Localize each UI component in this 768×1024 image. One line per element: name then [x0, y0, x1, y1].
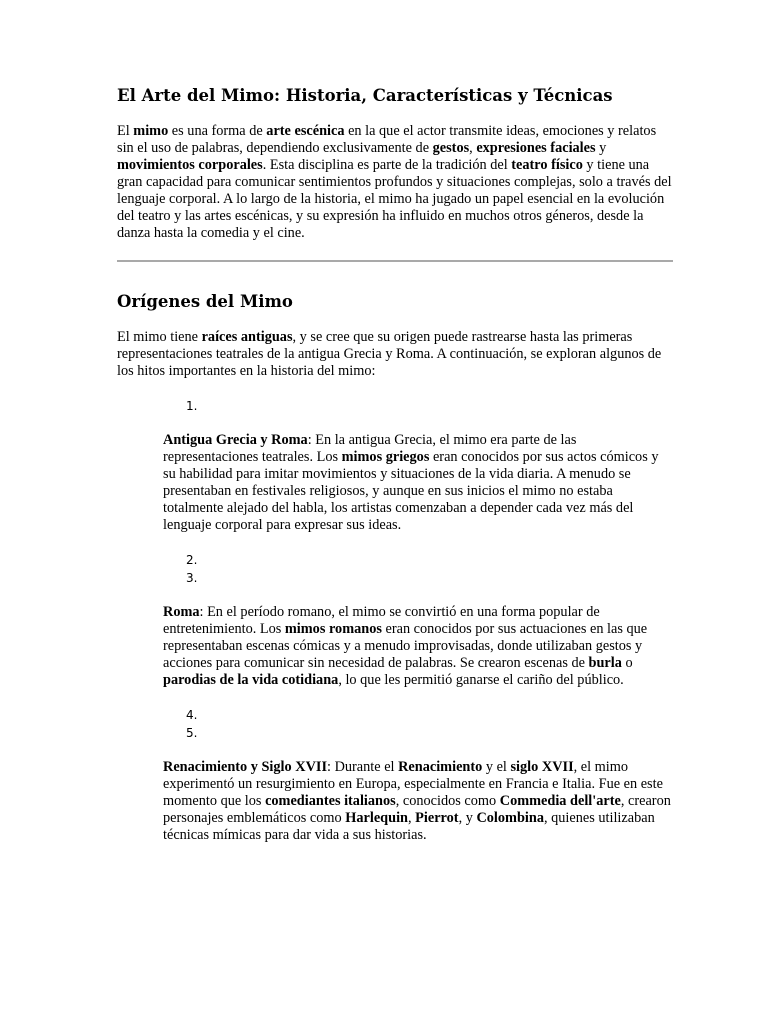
- item-bold: mimos romanos: [284, 621, 382, 637]
- item-bold: Antigua Grecia y Roma: [163, 432, 308, 448]
- item-bold: Roma: [163, 604, 200, 620]
- intro-text: en la que el actor transmite ideas, emociones y relatos sin el uso de palabras, dependiendo exclusivamente de: [117, 123, 657, 156]
- list-item-renacimiento: [117, 759, 673, 844]
- section-heading-origins: Orígenes del Mimo: [117, 292, 293, 311]
- item-text: , conocidos como: [395, 793, 500, 809]
- item-bold: Renacimiento: [398, 759, 483, 775]
- item-text: eran conocidos por sus actuaciones en las que representaban escenas cómicas y a menudo improvisadas, donde utilizaban gestos y acciones para comunicar sin necesidad de palabras. Se crearon escenas de: [163, 621, 648, 671]
- intro-bold: movimientos corporales: [117, 157, 263, 173]
- item-text: y el: [482, 759, 511, 775]
- origins-intro-text: El mimo tiene: [117, 329, 202, 345]
- item-text: , el mimo experimentó un resurgimiento en Europa, especialmente en Francia e Italia. Fue en este momento que los: [163, 759, 663, 809]
- intro-bold: mimo: [133, 123, 169, 139]
- origins-intro-bold: raíces antiguas: [201, 329, 293, 345]
- item-text: : En el período romano, el mimo se convirtió en una forma popular de entretenimiento. Los: [163, 604, 600, 637]
- intro-text: es una forma de: [168, 123, 267, 139]
- list-item-roma: [117, 604, 673, 689]
- list-item-grecia-roma: [117, 432, 673, 534]
- list-number: 5.: [186, 726, 198, 740]
- horizontal-divider: [117, 260, 673, 262]
- document-page: [117, 86, 673, 844]
- item-bold: Pierrot: [415, 810, 459, 826]
- item-text: , quienes utilizaban técnicas mímicas para dar vida a sus historias.: [163, 810, 655, 843]
- item-bold: burla: [588, 655, 622, 671]
- origins-intro-paragraph: [117, 329, 673, 380]
- intro-text: El: [117, 123, 134, 139]
- intro-bold: teatro físico: [511, 157, 583, 173]
- item-bold: Harlequin: [345, 810, 408, 826]
- intro-text: . Esta disciplina es parte de la tradición del: [262, 157, 512, 173]
- item-bold: siglo XVII: [510, 759, 574, 775]
- list-number: 4.: [186, 708, 198, 722]
- item-bold: parodias de la vida cotidiana: [163, 672, 339, 688]
- item-text: o: [621, 655, 633, 671]
- item-bold: Commedia dell'arte: [499, 793, 621, 809]
- intro-bold: arte escénica: [266, 123, 345, 139]
- item-text: eran conocidos por sus actos cómicos y su habilidad para imitar movimientos y situaciones de la vida diaria. A menudo se presentaban en festivales religiosos, y aunque en sus inicios el mimo no estaba totalmente alejado del habla, los artistas comenzaban a depender cada vez más del lenguaje corporal para expresar sus ideas.: [163, 449, 659, 533]
- intro-bold: expresiones faciales: [476, 140, 596, 156]
- item-bold: mimos griegos: [341, 449, 430, 465]
- item-text: , y: [458, 810, 477, 826]
- item-bold: comediantes italianos: [265, 793, 396, 809]
- intro-text: ,: [469, 140, 477, 156]
- item-bold: Colombina: [476, 810, 544, 826]
- list-number: 3.: [186, 571, 198, 585]
- item-text: ,: [408, 810, 416, 826]
- item-text: : En la antigua Grecia, el mimo era parte de las representaciones teatrales. Los: [163, 432, 577, 465]
- item-text: , lo que les permitió ganarse el cariño del público.: [338, 672, 624, 688]
- intro-text: y tiene una gran capacidad para comunicar sentimientos profundos y situaciones complejas, solo a través del lenguaje corporal. A lo largo de la historia, el mimo ha jugado un papel esencial en la evolución del teatro y las artes escénicas, y su expresión ha influido en muchos otros géneros, desde la danza hasta la comedia y el cine.: [117, 157, 672, 241]
- intro-paragraph: [117, 123, 673, 242]
- list-number: 2.: [186, 553, 198, 567]
- intro-bold: gestos: [432, 140, 470, 156]
- origins-intro-text: , y se cree que su origen puede rastrearse hasta las primeras representaciones teatrales de la antigua Grecia y Roma. A continuación, se exploran algunos de los hitos importantes en la historia del mimo:: [117, 329, 662, 379]
- item-text: , crearon personajes emblemáticos como: [163, 793, 671, 826]
- list-number: 1.: [186, 399, 198, 413]
- item-text: : Durante el: [327, 759, 399, 775]
- page-title: El Arte del Mimo: Historia, Características y Técnicas: [117, 86, 613, 105]
- item-bold: Renacimiento y Siglo XVII: [163, 759, 328, 775]
- intro-text: y: [595, 140, 607, 156]
